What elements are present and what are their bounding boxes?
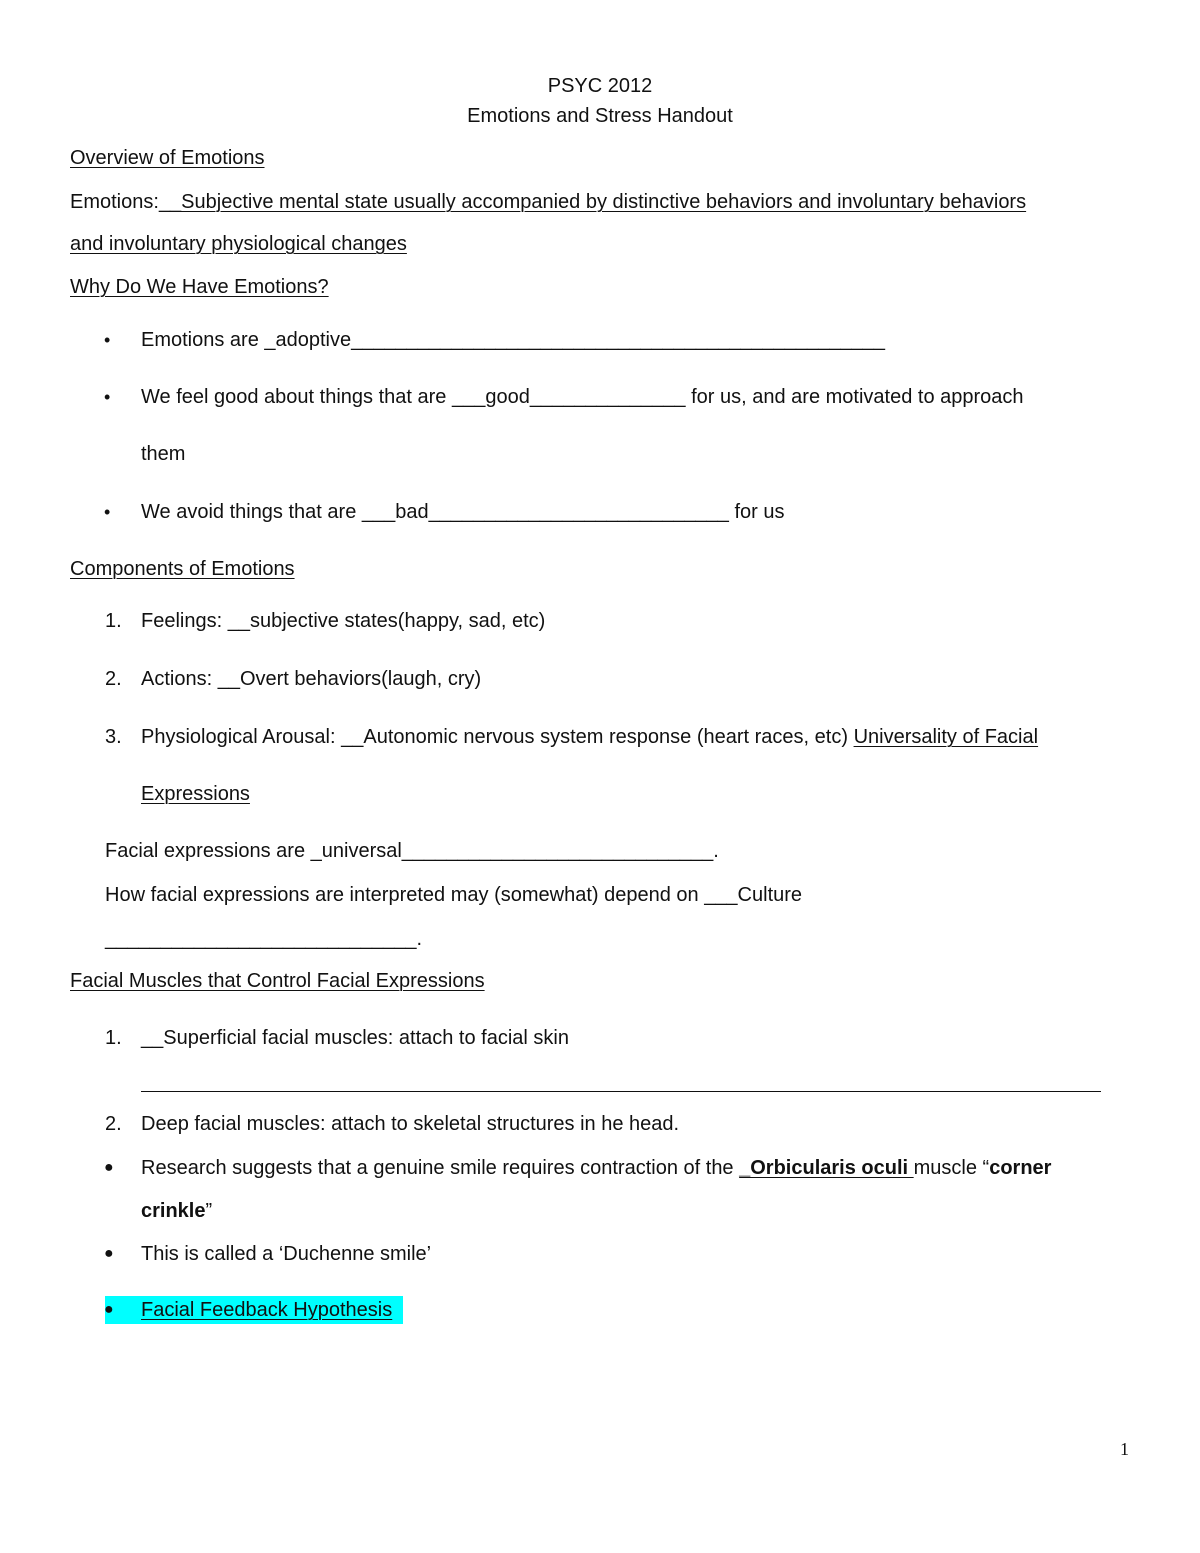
crinkle-word: crinkle [141, 1200, 206, 1222]
facial-expressions-culture-blank: ____________________________. [105, 928, 423, 950]
facial-feedback-hypothesis: Facial Feedback Hypothesis [141, 1299, 393, 1321]
bullet-icon: ● [104, 1159, 114, 1176]
bullet-icon: ● [104, 1245, 114, 1262]
deep-muscles: Deep facial muscles: attach to skeletal structures in he head. [141, 1113, 680, 1135]
facial-expressions-universal: Facial expressions are _universal____________________________. [105, 840, 719, 862]
closing-quote: ” [205, 1200, 213, 1222]
bullet-icon: • [104, 387, 111, 407]
genuine-smile-research [141, 1158, 1051, 1178]
answer-line [141, 1091, 1101, 1092]
muscle-word: muscle “ [913, 1157, 990, 1179]
component-arousal [141, 727, 1038, 747]
emotions-definition-line-2: and involuntary physiological changes [70, 233, 407, 255]
list-number: 1. [105, 1027, 122, 1049]
duchenne-smile: This is called a ‘Duchenne smile’ [141, 1243, 432, 1265]
universality-heading-continued: Expressions [141, 783, 250, 805]
list-number: 2. [105, 1113, 122, 1135]
universality-heading: Universality of Facial [853, 726, 1039, 748]
emotions-definition-line-1 [70, 192, 1026, 212]
bullet-icon: ● [104, 1301, 114, 1318]
why-bullet-2: We feel good about things that are ___good______________ for us, and are motivated to approach [141, 386, 1024, 408]
muscles-heading: Facial Muscles that Control Facial Expressions [70, 970, 485, 992]
page-title: Emotions and Stress Handout [467, 105, 733, 127]
list-number: 2. [105, 668, 122, 690]
overview-heading: Overview of Emotions [70, 147, 265, 169]
page-number: 1 [1120, 1439, 1129, 1459]
bullet-icon: • [104, 330, 111, 350]
corner-word: corner [989, 1157, 1052, 1179]
emotions-label: Emotions: [70, 191, 159, 213]
components-heading: Components of Emotions [70, 558, 295, 580]
bullet-icon: • [104, 502, 111, 522]
component-feelings: Feelings: __subjective states(happy, sad, etc) [141, 610, 546, 632]
component-actions: Actions: __Overt behaviors(laugh, cry) [141, 668, 482, 690]
list-number: 1. [105, 610, 122, 632]
why-bullet-1: Emotions are _adoptive________________________________________________ [141, 329, 886, 351]
component-arousal-text: Physiological Arousal: __Autonomic nervous system response (heart races, etc) [141, 726, 854, 748]
orbicularis-oculi: _Orbicularis oculi [739, 1157, 914, 1179]
course-code: PSYC 2012 [547, 75, 653, 97]
why-bullet-3: We avoid things that are ___bad___________________________ for us [141, 501, 785, 523]
why-heading: Why Do We Have Emotions? [70, 276, 329, 298]
facial-expressions-culture: How facial expressions are interpreted may (somewhat) depend on ___Culture [105, 884, 803, 906]
genuine-smile-research-continued [141, 1201, 212, 1221]
emotions-definition-text: __Subjective mental state usually accompanied by distinctive behaviors and involuntary behaviors [158, 191, 1027, 213]
genuine-smile-text: Research suggests that a genuine smile requires contraction of the [141, 1157, 740, 1179]
list-number: 3. [105, 726, 122, 748]
superficial-muscles: __Superficial facial muscles: attach to facial skin [141, 1027, 569, 1049]
why-bullet-2-continued: them [141, 443, 186, 465]
